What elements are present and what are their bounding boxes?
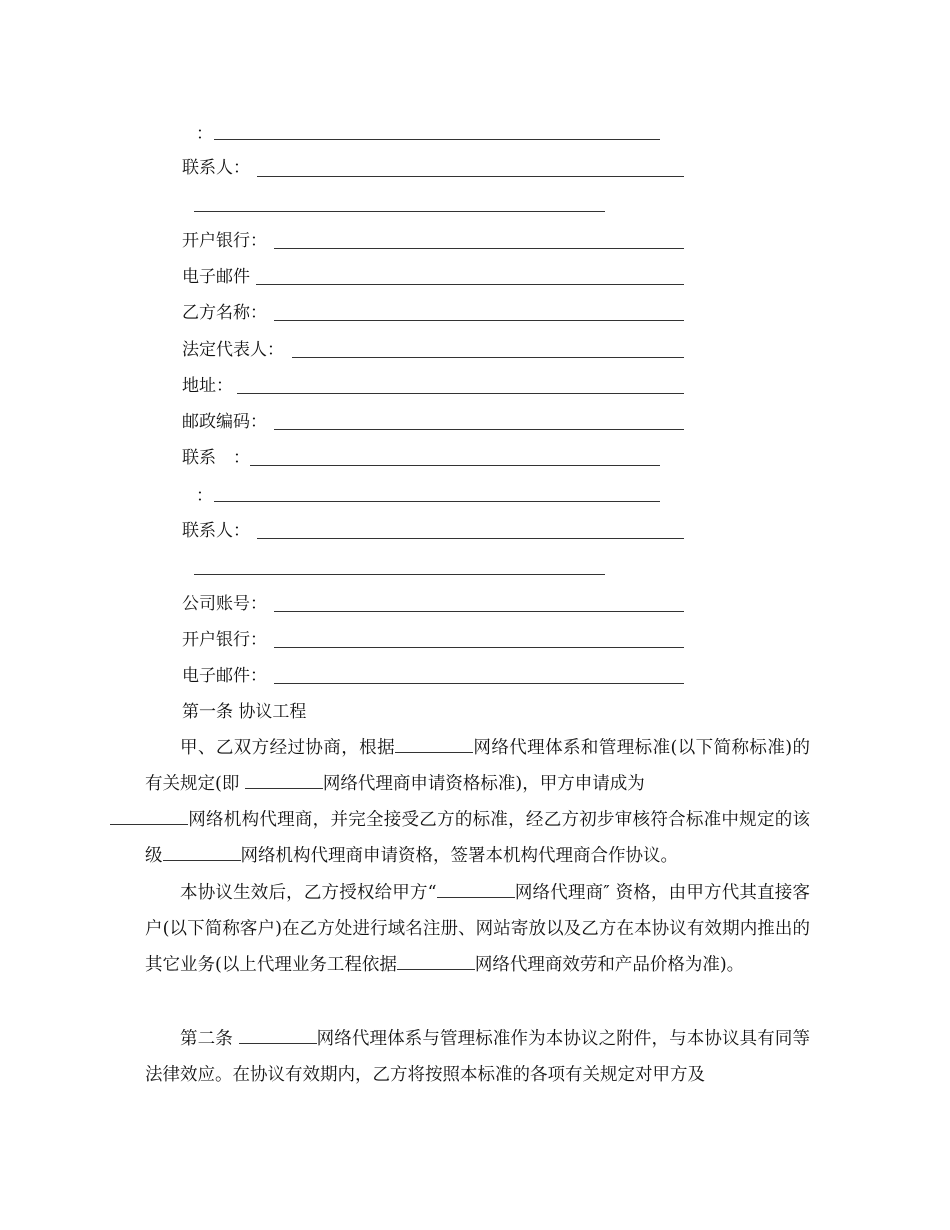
field-blank	[274, 683, 684, 684]
paragraph-text: 第二条	[180, 1029, 239, 1049]
field-label: 电子邮件：	[182, 666, 267, 686]
paragraph-text: 网络代理商″ 资格，由甲方代其直接客户(以下简称客户)在乙方处进行域名注册、网站寄放以及乙方在本协议有效期内推出的其它业务(以上代理业务工程依据	[145, 883, 810, 975]
blank-underline	[239, 1029, 317, 1044]
field-label: 乙方名称：	[182, 303, 267, 323]
field-label: ：	[196, 486, 213, 506]
field-blank	[194, 574, 605, 575]
field-blank	[274, 647, 684, 648]
paragraph	[145, 875, 810, 983]
paragraph-text: 网络代理商申请资格标准)，甲方申请成为	[322, 774, 645, 794]
field-blank	[274, 611, 684, 612]
paragraph-text: 网络代理体系和管理标准(以下简称标准)的有关规定(即	[145, 738, 811, 794]
paragraph-text: 网络机构代理商，并完全接受乙方的标准，经乙方初步审核符合标准中规定的该级	[145, 810, 810, 866]
blank-underline	[163, 846, 241, 861]
paragraph-text: 本协议生效后，乙方授权给甲方“	[180, 883, 437, 903]
field-blank	[237, 393, 684, 394]
field-blank	[250, 465, 660, 466]
field-blank	[292, 357, 684, 358]
field-label: 法定代表人：	[182, 340, 284, 360]
field-blank	[257, 176, 684, 177]
field-blank	[214, 501, 660, 502]
field-label: 开户银行：	[182, 630, 267, 650]
field-label: 邮政编码：	[182, 412, 267, 432]
blank-underline	[245, 774, 323, 789]
paragraph	[145, 1021, 810, 1093]
field-label: 开户银行：	[182, 231, 267, 251]
paragraph	[145, 730, 810, 874]
field-label: 公司账号：	[182, 594, 267, 614]
field-label: 地址：	[182, 376, 233, 396]
paragraph-text: 甲、乙双方经过协商，根据	[180, 738, 396, 758]
paragraph-text: 网络代理体系与管理标准作为本协议之附件，与本协议具有同等法律效应。在协议有效期内，乙方将按照本标准的各项有关规定对甲方及	[145, 1029, 810, 1085]
field-label: ：	[196, 124, 213, 144]
blank-underline	[437, 883, 515, 898]
field-blank	[257, 538, 684, 539]
blank-underline	[110, 810, 188, 825]
field-blank	[214, 139, 660, 140]
blank-underline	[397, 955, 475, 970]
field-blank	[274, 248, 684, 249]
field-label: 联系 ：	[182, 448, 250, 468]
field-label: 电子邮件	[182, 267, 250, 287]
paragraph-text: 网络机构代理商申请资格，签署本机构代理商合作协议。	[240, 846, 678, 866]
field-label: 联系人：	[182, 521, 250, 541]
paragraph-text: 网络代理商效劳和产品价格为准)。	[474, 955, 745, 975]
field-blank	[274, 429, 684, 430]
field-blank	[194, 211, 605, 212]
field-blank	[274, 320, 684, 321]
field-blank	[256, 284, 684, 285]
field-label: 联系人：	[182, 158, 250, 178]
blank-underline	[395, 738, 473, 753]
article-heading: 第一条 协议工程	[182, 702, 307, 722]
